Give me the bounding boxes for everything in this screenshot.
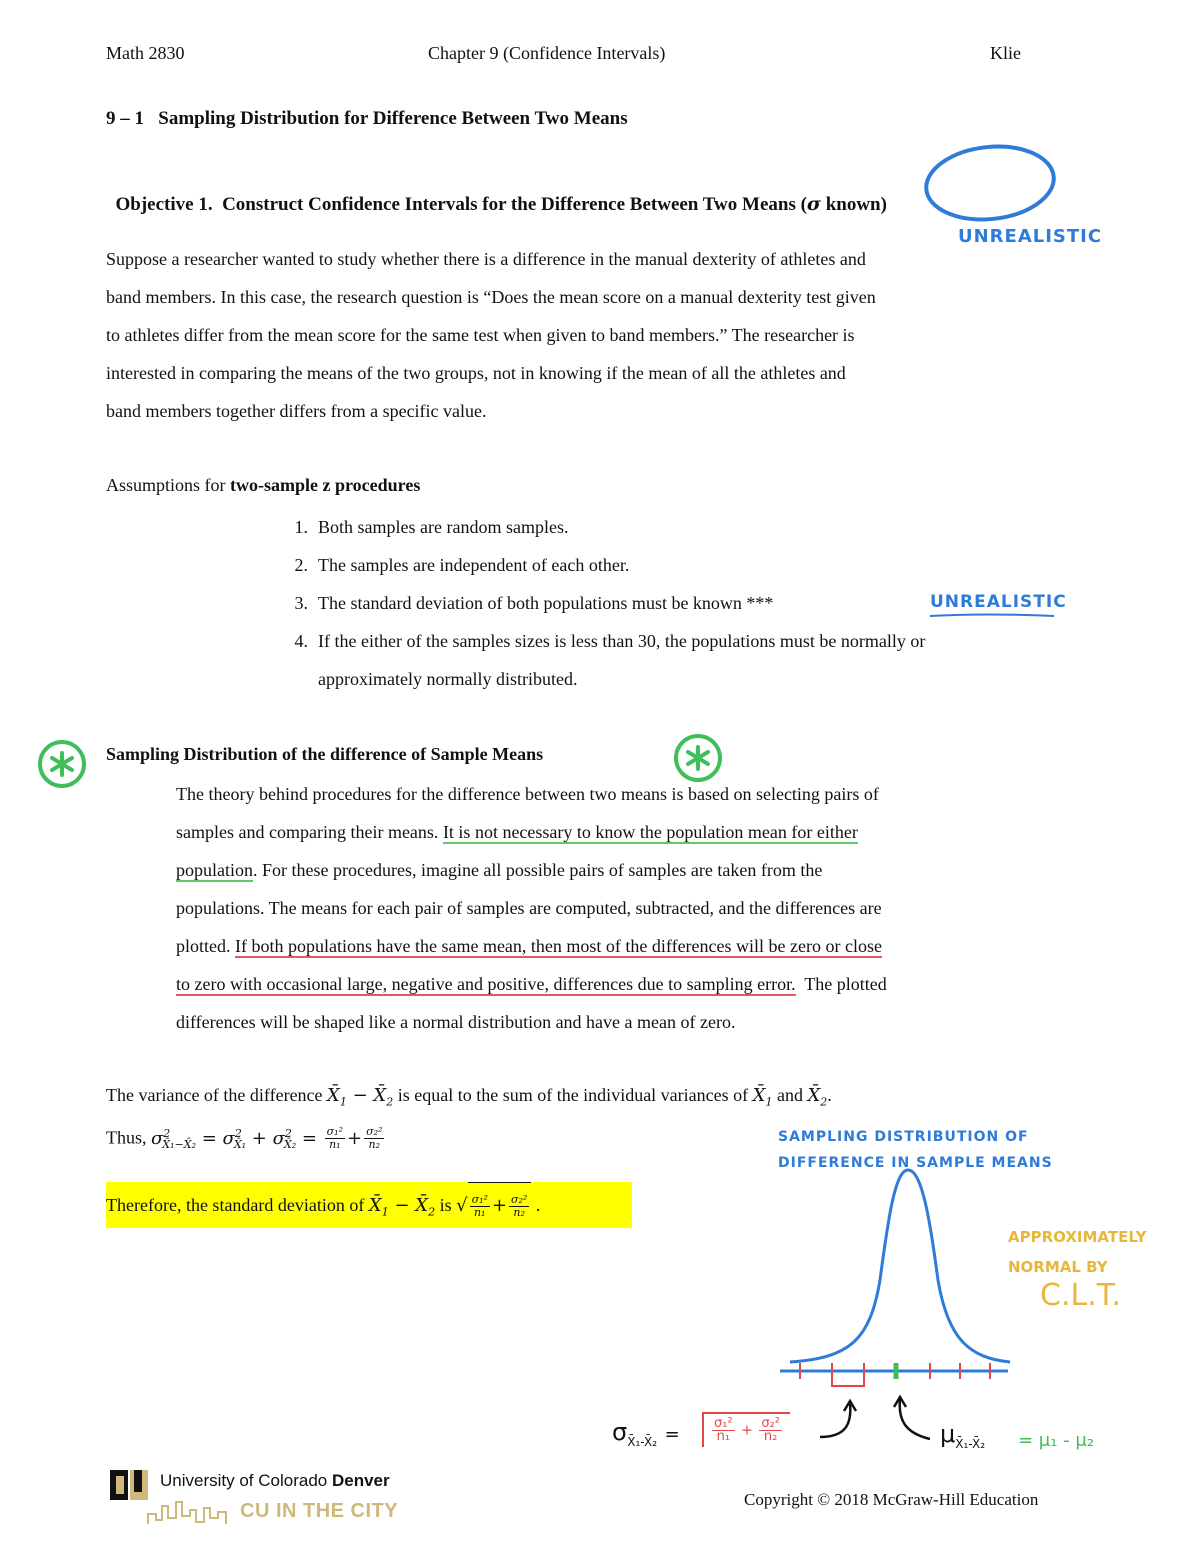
- sampling-line: [176, 813, 1106, 851]
- text-span: . For these procedures, imagine all possible pairs of samples are taken from the: [253, 860, 823, 880]
- text-span: is: [435, 1195, 457, 1215]
- list-item: [294, 546, 1118, 584]
- sampling-heading: Sampling Distribution of the difference of Sample Means: [106, 744, 544, 764]
- skyline-icon: [146, 1496, 236, 1528]
- sampling-line: The theory behind procedures for the difference between two means is based on selecting pairs of: [176, 784, 879, 804]
- intro-line: band members. In this case, the research question is “Does the mean score on a manual dexterity test given: [106, 287, 876, 307]
- thus-formula: [106, 1126, 386, 1151]
- section-title: 9 – 1 Sampling Distribution for Difference Between Two Means: [106, 108, 628, 129]
- sampling-line: differences will be shaped like a normal distribution and have a mean of zero.: [176, 1012, 736, 1032]
- annotation-line: SAMPLING DISTRIBUTION OF: [778, 1129, 1029, 1145]
- xbar1: $X̄_1$: [752, 1085, 773, 1109]
- sigma-symbol: σ: [806, 193, 821, 215]
- mu-rhs-annotation: = μ₁ - μ₂: [1018, 1430, 1095, 1451]
- sigma-sqrt-annotation: $\frac{\text{σ₁²}}{\text{n₁}}$ + $\frac{\text{σ₂²}}{\text{n₂}}$: [702, 1412, 790, 1447]
- assumptions-heading-prefix: Assumptions for: [106, 475, 231, 495]
- list-text: The standard deviation of both populations must be known ***: [318, 593, 774, 613]
- list-item: [318, 660, 1118, 698]
- therefore-highlight: [106, 1182, 632, 1228]
- text-span: samples and comparing their means.: [176, 822, 443, 842]
- intro-line: band members together differs from a specific value.: [106, 401, 487, 421]
- text-span: .: [531, 1195, 541, 1215]
- bell-curve-sketch: [770, 1160, 1020, 1400]
- list-item: [294, 508, 1118, 546]
- objective-prefix: Objective 1. Construct Confidence Intervals for the Difference Between Two Means (: [115, 194, 807, 215]
- unrealistic-annotation-1: UNREALISTIC: [958, 226, 1103, 247]
- objective-line: [106, 171, 887, 216]
- clt-annotation: C.L.T.: [1040, 1278, 1122, 1313]
- header-course: Math 2830: [106, 43, 185, 63]
- intro-line: Suppose a researcher wanted to study whether there is a difference in the manual dexterity of athletes and: [106, 249, 866, 269]
- thus-label: Thus,: [106, 1127, 151, 1148]
- sampling-line: [176, 965, 1106, 1003]
- sampling-paragraph: [176, 775, 1106, 1041]
- annotation-line: APPROXIMATELY: [1008, 1228, 1147, 1246]
- intro-line: to athletes differ from the mean score for the same test when given to band members.” The researcher is: [106, 325, 855, 345]
- xbar2: $X̄_2$: [807, 1085, 828, 1109]
- variance-line: [106, 1085, 832, 1109]
- list-text: approximately normally distributed.: [318, 669, 578, 689]
- logo-tagline: CU IN THE CITY: [240, 1500, 399, 1522]
- arrow-to-mu: [894, 1397, 930, 1439]
- variance-formula: $\sigma^2_{X̄_1-X̄_2} = \sigma^2_{X̄_1} + \sigma^2_{X̄_2}$ = $\frac{\text{σ₁²}}{\text{n₁}}$ + $\frac{\text{σ₂²}}{\text{n₂}}$: [151, 1125, 383, 1152]
- text-span: The variance of the difference: [106, 1085, 328, 1105]
- text-span: .: [827, 1085, 832, 1105]
- header-chapter: Chapter 9 (Confidence Intervals): [428, 43, 666, 63]
- text-span: is equal to the sum of the individual variances of: [393, 1085, 753, 1105]
- assumptions-heading: [106, 475, 420, 496]
- sampling-line: [176, 927, 1106, 965]
- list-number: 2.: [294, 555, 308, 575]
- mu-annotation: $\mu_{X̄_1-X̄_2}$: [940, 1420, 986, 1451]
- red-underlined-text: If both populations have the same mean, then most of the differences will be zero or close: [235, 936, 882, 956]
- green-underlined-text: population: [176, 860, 253, 880]
- bell-curve: [790, 1170, 1010, 1362]
- text-span: The plotted: [795, 974, 887, 994]
- green-underlined-text: It is not necessary to know the population mean for either: [442, 822, 858, 842]
- red-underlined-text: to zero with occasional large, negative and positive, differences due to sampling error.: [176, 974, 796, 994]
- objective-suffix: known): [820, 194, 887, 215]
- approx-normal-annotation: [1008, 1222, 1146, 1282]
- text-span: plotted.: [176, 936, 235, 956]
- text-span: and: [772, 1085, 808, 1105]
- unrealistic-annotation-2: UNREALISTIC: [930, 592, 1067, 612]
- copyright: Copyright © 2018 McGraw-Hill Education: [744, 1490, 1039, 1509]
- star-circle-icon: [36, 738, 88, 790]
- logo-text: University of Colorado: [160, 1471, 332, 1490]
- annotation-line: NORMAL BY: [1008, 1258, 1108, 1276]
- list-text: Both samples are random samples.: [318, 517, 569, 537]
- list-text: The samples are independent of each other.: [318, 555, 630, 575]
- arrow-to-sigma: [820, 1401, 856, 1437]
- sampling-line: [176, 851, 1106, 889]
- sigma-annotation: $\sigma_{X̄_1-X̄_2}$ =: [612, 1418, 680, 1449]
- logo-text-bold: Denver: [331, 1471, 390, 1490]
- assumptions-heading-bold: two-sample z procedures: [230, 475, 421, 495]
- xbar-difference: $X̄_1$ − $X̄_2$: [368, 1195, 436, 1219]
- logo-university-name: [160, 1471, 390, 1491]
- sampling-line: populations. The means for each pair of samples are computed, subtracted, and the differences are: [176, 898, 882, 918]
- list-number: 3.: [294, 593, 308, 613]
- intro-paragraph: [106, 240, 1106, 430]
- arrows: [810, 1395, 960, 1445]
- annotation-line: DIFFERENCE IN SAMPLE MEANS: [778, 1155, 1053, 1171]
- xbar-difference: $X̄_1$ − $X̄_2$: [327, 1085, 394, 1109]
- stddev-formula: √ $\frac{\text{σ₁²}}{\text{n₁}}$ + $\frac{\text{σ₂²}}{\text{n₂}}$: [456, 1195, 531, 1216]
- list-item: [294, 622, 1118, 660]
- list-number: 4.: [294, 631, 308, 651]
- intro-line: interested in comparing the means of the two groups, not in knowing if the mean of all the athletes and: [106, 363, 846, 383]
- header-author: Klie: [990, 43, 1021, 63]
- list-number: 1.: [294, 517, 308, 537]
- list-text: If the either of the samples sizes is less than 30, the populations must be normally or: [318, 631, 926, 651]
- std-bracket: [832, 1378, 864, 1386]
- unrealistic-underline: [928, 612, 1058, 620]
- text-span: Therefore, the standard deviation of: [106, 1195, 369, 1215]
- circle-annotation: [920, 140, 1060, 225]
